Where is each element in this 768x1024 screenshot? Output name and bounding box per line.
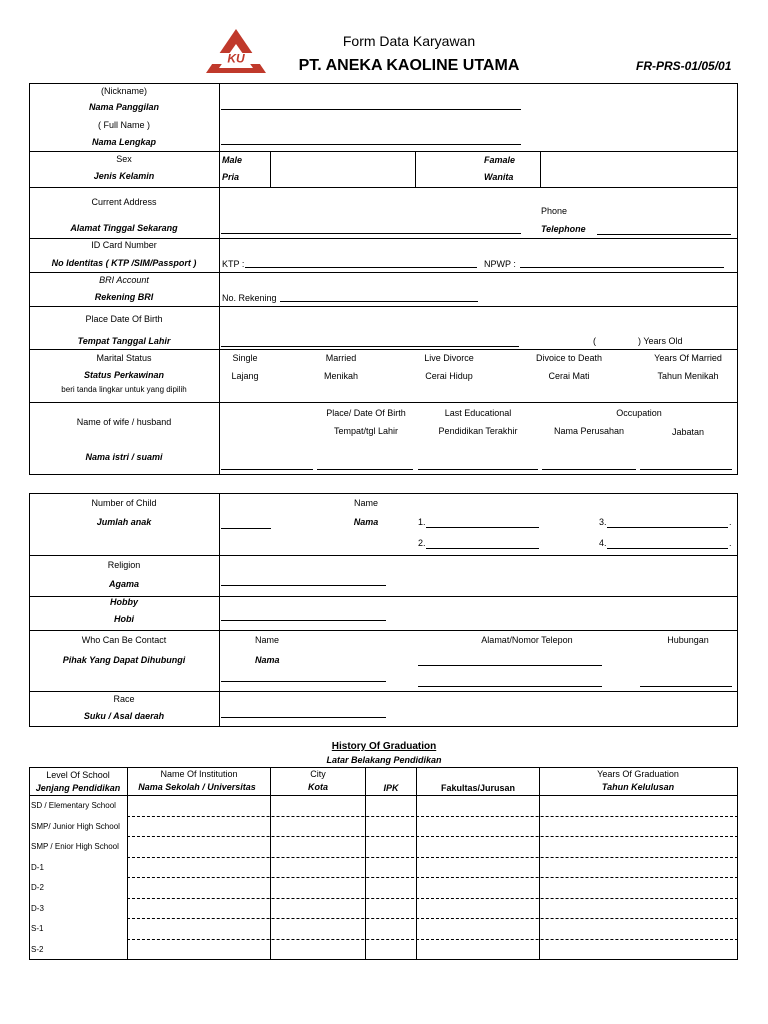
contact-address-input-1[interactable] (418, 665, 602, 666)
child-2-num: 2. (418, 538, 426, 548)
marital-label: Status Perkawinan (83, 370, 165, 380)
child-label-en: Number of Child (91, 498, 157, 508)
child-name-label: Nama (353, 517, 379, 527)
nickname-input[interactable] (221, 109, 521, 110)
fullname-input[interactable] (221, 144, 521, 145)
child-label: Jumlah anak (96, 517, 152, 527)
svg-text:KU: KU (227, 51, 245, 66)
nickname-label-en: (Nickname) (100, 86, 148, 96)
pria-option[interactable]: Pria (222, 172, 240, 182)
level-row: SMP/ Junior High School (31, 822, 120, 831)
table-row[interactable] (127, 898, 738, 899)
col-city: Kota (308, 782, 328, 792)
ktp-input[interactable] (245, 267, 477, 268)
col-city-en: City (310, 769, 326, 779)
race-label-en: Race (113, 694, 135, 704)
child-name-label-en: Name (353, 498, 379, 508)
child-3-input[interactable] (607, 527, 728, 528)
level-row: S-1 (31, 924, 44, 933)
contact-relation-input[interactable] (640, 686, 732, 687)
contact-name-label: Nama (255, 655, 280, 665)
ktp-label: KTP : (222, 259, 245, 269)
phone-input[interactable] (597, 234, 731, 235)
contact-relation-label: Hubungan (667, 635, 709, 645)
child-count-input[interactable] (221, 528, 271, 529)
table-row[interactable] (127, 939, 738, 940)
bri-label: Rekening BRI (94, 292, 154, 302)
wanita-option[interactable]: Wanita (484, 172, 514, 182)
bri-label-en: BRI Account (99, 275, 149, 285)
marital-cerai-mati[interactable]: Cerai Mati (548, 371, 590, 381)
contact-label: Pihak Yang Dapat Dihubungi (62, 655, 186, 665)
marital-married[interactable]: Married (325, 353, 357, 363)
company-name: PT. ANEKA KAOLINE UTAMA (298, 57, 520, 74)
rekening-input[interactable] (280, 301, 478, 302)
contact-address-input-2[interactable] (418, 686, 602, 687)
marital-death[interactable]: Divoice to Death (535, 353, 603, 363)
col-institution-en: Name Of Institution (160, 769, 238, 779)
fullname-label-en: ( Full Name ) (97, 120, 151, 130)
child-1-input[interactable] (426, 527, 539, 528)
idcard-label: No Identitas ( KTP /SIM/Passport ) (51, 258, 197, 268)
spouse-company: Nama Perusahan (553, 426, 625, 436)
race-label: Suku / Asal daerah (83, 711, 165, 721)
marital-menikah[interactable]: Menikah (323, 371, 359, 381)
child-4-input[interactable] (607, 548, 728, 549)
pob-label: Tempat Tanggal Lahir (77, 336, 171, 346)
rekening-label: No. Rekening (222, 293, 277, 303)
hobby-label-en: Hobby (110, 597, 138, 607)
spouse-label-en: Name of wife / husband (76, 417, 172, 427)
address-label: Alamat Tinggal Sekarang (70, 223, 178, 233)
marital-single[interactable]: Single (232, 353, 258, 363)
col-level: Jenjang Pendidikan (35, 783, 121, 793)
col-faculty: Fakultas/Jurusan (440, 783, 516, 793)
npwp-label: NPWP : (484, 259, 516, 269)
child-4-num: 4. (599, 538, 607, 548)
education-title: History Of Graduation (331, 741, 437, 752)
female-option[interactable]: Famale (484, 155, 516, 165)
form-code: FR-PRS-01/05/01 (636, 59, 732, 73)
level-row: D-3 (31, 904, 44, 913)
hobby-label: Hobi (114, 614, 134, 624)
form-title: Form Data Karyawan (342, 33, 476, 49)
pob-label-en: Place Date Of Birth (85, 314, 163, 324)
table-row[interactable] (127, 857, 738, 858)
spouse-name-input[interactable] (221, 469, 313, 470)
spouse-company-input[interactable] (542, 469, 636, 470)
contact-label-en: Who Can Be Contact (81, 635, 167, 645)
race-input[interactable] (221, 717, 386, 718)
level-row: D-2 (31, 883, 44, 892)
spouse-position-input[interactable] (640, 469, 732, 470)
table-row[interactable] (127, 816, 738, 817)
marital-tahun[interactable]: Tahun Menikah (657, 371, 719, 381)
years-old-label: ) Years Old (638, 336, 683, 346)
spouse-edu-input[interactable] (418, 469, 538, 470)
table-row[interactable] (127, 918, 738, 919)
contact-address-label: Alamat/Nomor Telepon (481, 635, 573, 645)
table-row[interactable] (127, 877, 738, 878)
child-3-dot: . (729, 517, 732, 527)
marital-live-divorce[interactable]: Live Divorce (424, 353, 474, 363)
level-row: SD / Elementary School (31, 801, 116, 810)
religion-label-en: Religion (107, 560, 141, 570)
phone-label-en: Phone (541, 206, 568, 216)
hobby-input[interactable] (221, 620, 386, 621)
fullname-label: Nama Lengkap (91, 137, 157, 147)
spouse-edu: Pendidikan Terakhir (438, 426, 518, 436)
table-row[interactable] (127, 836, 738, 837)
spouse-pob-en: Place/ Date Of Birth (326, 408, 406, 418)
spouse-pob: Tempat/tgl Lahir (333, 426, 399, 436)
sex-label: Jenis Kelamin (93, 171, 155, 181)
col-ipk: IPK (383, 783, 399, 793)
company-logo (205, 28, 267, 74)
religion-input[interactable] (221, 585, 386, 586)
marital-lajang[interactable]: Lajang (231, 371, 259, 381)
spouse-position: Jabatan (671, 427, 705, 437)
child-1-num: 1. (418, 517, 426, 527)
col-level-en: Level Of School (46, 770, 110, 780)
idcard-label-en: ID Card Number (91, 240, 157, 250)
address-label-en: Current Address (91, 197, 157, 207)
marital-years[interactable]: Years Of Married (654, 353, 722, 363)
nickname-label: Nama Panggilan (88, 102, 160, 112)
contact-name-input[interactable] (221, 681, 386, 682)
level-row: S-2 (31, 945, 44, 954)
level-row: D-1 (31, 863, 44, 872)
religion-label: Agama (108, 579, 140, 589)
col-institution: Nama Sekolah / Universitas (138, 782, 256, 792)
marital-note: beri tanda lingkar untuk yang dipilih (61, 385, 187, 394)
col-years: Tahun Kelulusan (601, 782, 675, 792)
child-3-num: 3. (599, 517, 607, 527)
child-2-input[interactable] (426, 548, 539, 549)
npwp-input[interactable] (520, 267, 724, 268)
pob-input[interactable] (221, 346, 519, 347)
years-open: ( (593, 336, 596, 346)
phone-label: Telephone (541, 224, 586, 234)
spouse-label: Nama istri / suami (85, 452, 163, 462)
col-years-en: Years Of Graduation (597, 769, 679, 779)
level-row: SMP / Enior High School (31, 842, 119, 851)
spouse-edu-en: Last Educational (444, 408, 512, 418)
male-option[interactable]: Male (222, 155, 243, 165)
spouse-occupation-en: Occupation (616, 408, 662, 418)
marital-label-en: Marital Status (96, 353, 152, 363)
spouse-pob-input[interactable] (317, 469, 413, 470)
sex-label-en: Sex (116, 154, 132, 164)
contact-name-label-en: Name (255, 635, 280, 645)
education-subtitle: Latar Belakang Pendidikan (326, 755, 442, 765)
address-input[interactable] (221, 233, 521, 234)
child-4-dot: . (729, 538, 732, 548)
marital-cerai-hidup[interactable]: Cerai Hidup (425, 371, 473, 381)
